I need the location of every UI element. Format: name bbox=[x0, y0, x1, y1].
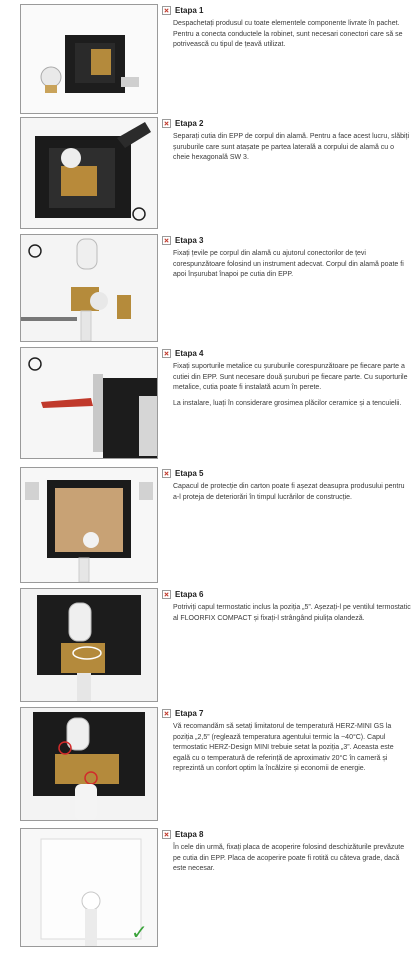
check-icon: ✓ bbox=[131, 920, 148, 944]
metal-brackets-image bbox=[21, 348, 157, 458]
bullet-icon bbox=[162, 590, 171, 599]
product-contents-image bbox=[21, 5, 157, 113]
step-7-photo bbox=[20, 707, 158, 821]
step-description: Capacul de protecție din carton poate fi așezat deasupra produsului pentru a-l proteja de deteriorări în timpul lucrărilor de construcție. bbox=[173, 483, 405, 501]
bullet-icon bbox=[162, 469, 171, 478]
bullet-icon bbox=[162, 709, 171, 718]
bullet-icon bbox=[162, 6, 171, 15]
step-3-photo bbox=[20, 234, 158, 342]
bullet-icon bbox=[162, 830, 171, 839]
step-title: Etapa 6 bbox=[175, 589, 204, 599]
step-description: Separați cutia din EPP de corpul din alamă. Pentru a face acest lucru, slăbiți șuruburile care sunt atașate pe partea laterală a corpului de alamă cu o cheie hexagonală SW 3. bbox=[173, 133, 410, 161]
step-6-photo bbox=[20, 588, 158, 702]
step-title: Etapa 7 bbox=[175, 708, 204, 718]
step-title: Etapa 2 bbox=[175, 118, 204, 128]
step-description: Vă recomandăm să setați limitatorul de temperatură HERZ-MINI GS la poziția „2,5” (reglează temperatura agentului termic la ~40°C). Capul termostatic HERZ-Design MINI trebuie setat la poziția „3”. Aceasta este egală cu o temperatură de referință de aproximativ 20°C în cameră și reprezintă un confort optim la încălzire și economii de energie. bbox=[173, 723, 394, 772]
step-note: La instalare, luați în considerare grosimea plăcilor ceramice și a tencuielii. bbox=[173, 399, 402, 407]
bullet-icon bbox=[162, 236, 171, 245]
bullet-icon bbox=[162, 349, 171, 358]
step-description: Despachetați produsul cu toate elementele componente livrate în pachet. Pentru a conecta conductele la robinet, sunt necesari conectori care să se potrivească cu tipul de țeavă utilizat. bbox=[173, 20, 403, 48]
step-description: Fixați țevile pe corpul din alamă cu ajutorul conectorilor de țevi corespunzătoare folosind un instrument adecvat. Corpul din alamă poate fi apoi înșurubat înapoi pe cutia din EPP. bbox=[173, 250, 404, 278]
box-separation-image bbox=[21, 118, 157, 228]
step-title: Etapa 8 bbox=[175, 829, 204, 839]
step-4-photo bbox=[20, 347, 158, 459]
protective-cover-image bbox=[21, 468, 157, 582]
step-title: Etapa 4 bbox=[175, 348, 204, 358]
step-title: Etapa 1 bbox=[175, 5, 204, 15]
step-description: În cele din urmă, fixați placa de acoperire folosind deschizăturile prevăzute pe cutia din EPP. Placa de acoperire poate fi rotită cu câteva grade, dacă este necesar. bbox=[173, 844, 405, 872]
step-description: Fixați suporturile metalice cu șuruburile corespunzătoare pe fiecare parte a cutiei din EPP. Sunt necesare două șuruburi pe fiecare parte. Cu suporturile metalice, cutia poate fi instalată acum în perete. bbox=[173, 363, 408, 391]
step-2-photo bbox=[20, 117, 158, 229]
step-title: Etapa 3 bbox=[175, 235, 204, 245]
temperature-settings-image bbox=[21, 708, 157, 820]
step-1-photo bbox=[20, 4, 158, 114]
pipe-connection-image bbox=[21, 235, 157, 341]
step-description: Potriviți capul termostatic inclus la poziția „5”. Așezați-l pe ventilul termostatic al FLOORFIX COMPACT și fixați-l strângând piulița olandeză. bbox=[173, 604, 411, 622]
step-title: Etapa 5 bbox=[175, 468, 204, 478]
bullet-icon bbox=[162, 119, 171, 128]
thermostatic-head-image bbox=[21, 589, 157, 701]
step-5-photo bbox=[20, 467, 158, 583]
